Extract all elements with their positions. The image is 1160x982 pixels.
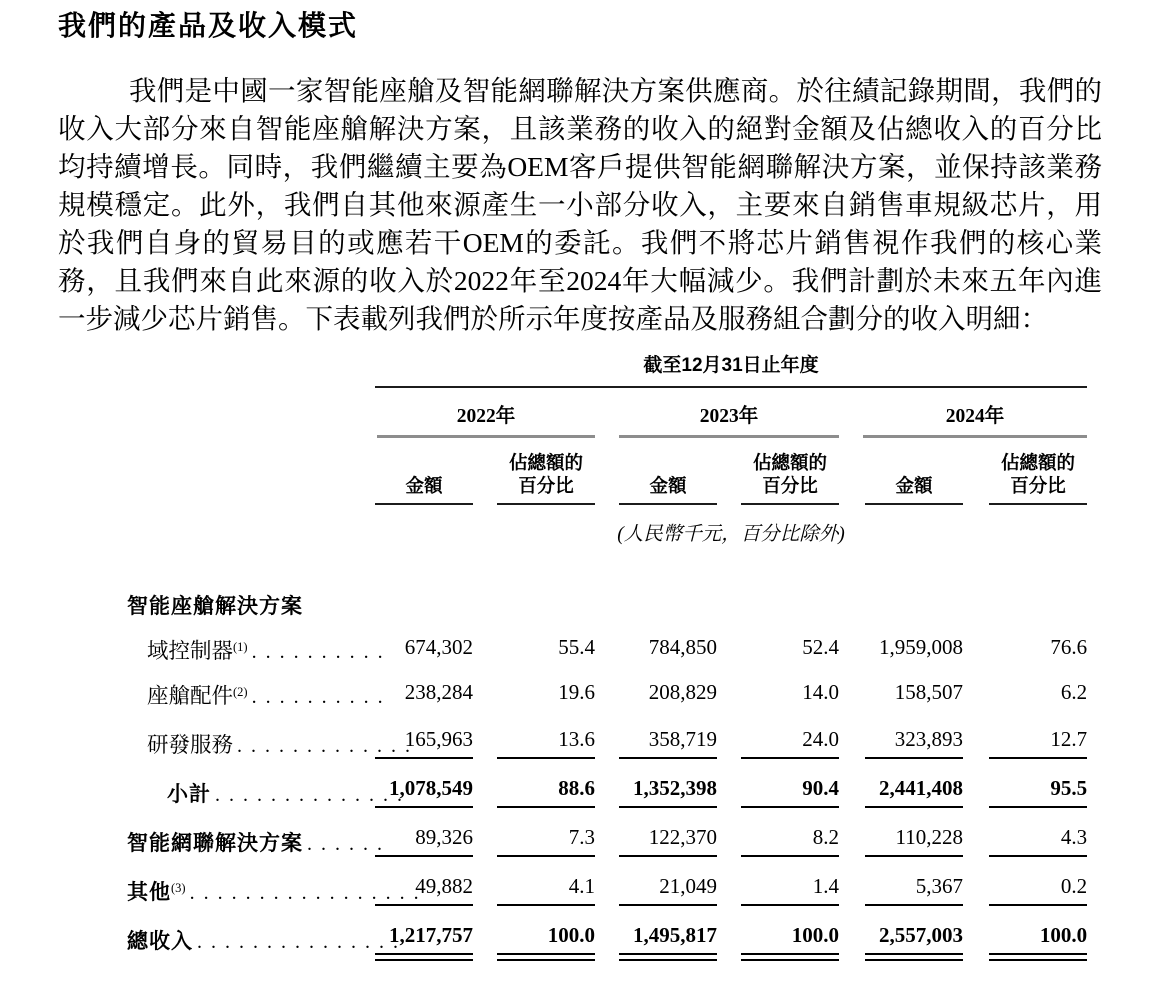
- cell-2024-amount: 1,959,008: [879, 635, 963, 659]
- row-label: 智能網聯解決方案 . . . . . .: [127, 832, 384, 855]
- cell-2023-pct: 1.4: [717, 857, 839, 906]
- cell-2023-pct: 52.4: [802, 635, 839, 659]
- cell-2024-amount: 158,507: [894, 680, 963, 704]
- row-domain-controllers: [127, 620, 1087, 665]
- row-others: [127, 857, 1087, 906]
- pct-header-2022: 佔總額的 百分比: [473, 438, 595, 505]
- row-label: 研發服務 . . . . . . . . . . . . .: [147, 733, 413, 757]
- cell-2023-amount: 358,719: [595, 710, 717, 759]
- footnote-ref: (2): [233, 685, 248, 699]
- cell-2024-amount: 2,441,408: [839, 759, 963, 808]
- page-title: 我們的產品及收入模式: [58, 10, 359, 41]
- year-header-2022: 2022年: [375, 388, 595, 438]
- row-smart-cockpit-solutions: [127, 546, 1087, 620]
- row-label: 座艙配件$^{(2)}$ . . . . . . . . . .: [147, 684, 385, 708]
- cell-2022-amount: 238,284: [404, 680, 473, 704]
- amount-header-2023: 金額: [595, 438, 717, 505]
- cell-2023-pct: 8.2: [717, 808, 839, 857]
- cell-2022-amount: 1,078,549: [375, 759, 473, 808]
- column-header-row: [127, 438, 1087, 505]
- cell-2024-pct: 12.7: [963, 710, 1087, 759]
- pct-header-2023: 佔總額的 百分比: [717, 438, 839, 505]
- cell-2023-pct: 100.0: [717, 906, 839, 955]
- cell-2024-pct: 95.5: [963, 759, 1087, 808]
- cell-2022-amount: 1,217,757: [375, 906, 473, 955]
- cell-2023-pct: 14.0: [802, 680, 839, 704]
- cell-2023-amount: 1,352,398: [595, 759, 717, 808]
- row-rd-services: [127, 710, 1087, 759]
- cell-2023-pct: 90.4: [717, 759, 839, 808]
- row-label: 智能座艙解決方案: [127, 595, 303, 618]
- leader-dots: . . . . . . . . . . . . . . . . .: [189, 882, 421, 904]
- cell-2022-amount: 165,963: [375, 710, 473, 759]
- leader-dots: . . . . . . . . . .: [251, 641, 385, 663]
- cell-2022-pct: 55.4: [558, 635, 595, 659]
- amount-header-2024: 金額: [839, 438, 963, 505]
- cell-2024-pct: 4.3: [963, 808, 1087, 857]
- cell-2023-amount: 784,850: [648, 635, 717, 659]
- cell-2024-amount: 5,367: [839, 857, 963, 906]
- cell-2024-amount: 110,228: [839, 808, 963, 857]
- cell-2024-pct: 76.6: [1050, 635, 1088, 659]
- leader-dots: . . . . . . . . . . . . . . .: [197, 931, 400, 953]
- leader-dots: . . . . . .: [307, 833, 384, 855]
- year-header-row: [127, 388, 1087, 438]
- year-header-2023: 2023年: [595, 388, 839, 438]
- cell-2023-amount: 1,495,817: [595, 906, 717, 955]
- year-header-2024: 2024年: [839, 388, 1087, 438]
- amount-header-2022: 金額: [375, 438, 473, 505]
- intro-paragraph: 我們是中國一家智能座艙及智能網聯解決方案供應商。於往績記錄期間，我們的收入大部分來自智能座艙解決方案，且該業務的收入的絕對金額及佔總收入的百分比均持續增長。同時，我們繼續主要為OEM客戶提供智能網聯解決方案，並保持該業務規模穩定。此外，我們自其他來源產生一小部分收入，主要來自銷售車規級芯片，用於我們自身的貿易目的或應若干OEM的委託。我們不將芯片銷售視作我們的核心業務，且我們來自此來源的收入於2022年至2024年大幅減少。我們計劃於未來五年內進一步減少芯片銷售。下表載列我們於所示年度按產品及服務組合劃分的收入明細：: [58, 75, 1102, 334]
- row-total-revenue: [127, 906, 1087, 955]
- unit-note: (人民幣千元，百分比除外): [617, 524, 845, 545]
- cell-2024-pct: 6.2: [1060, 680, 1088, 704]
- cell-2022-pct: 4.1: [473, 857, 595, 906]
- row-label: 小計 . . . . . . . . . . . . . .: [167, 783, 404, 806]
- cell-2022-pct: 88.6: [473, 759, 595, 808]
- cell-2022-amount: 49,882: [375, 857, 473, 906]
- cell-2023-pct: 24.0: [717, 710, 839, 759]
- leader-dots: . . . . . . . . . . . . .: [237, 735, 413, 757]
- cell-2023-amount: 21,049: [595, 857, 717, 906]
- row-label: 其他$^{(3)}$ . . . . . . . . . . . . . . . . .: [127, 881, 421, 904]
- cell-2024-pct: 100.0: [963, 906, 1087, 955]
- row-label: 總收入 . . . . . . . . . . . . . . .: [127, 930, 400, 953]
- cell-2024-pct: 0.2: [963, 857, 1087, 906]
- unit-note-row: [127, 505, 1087, 546]
- period-header-row: [127, 350, 1087, 388]
- cell-2022-amount: 674,302: [404, 635, 473, 659]
- cell-2022-pct: 100.0: [473, 906, 595, 955]
- period-header: 截至12月31日止年度: [375, 350, 1087, 388]
- cell-2022-pct: 13.6: [473, 710, 595, 759]
- revenue-breakdown-table: [127, 350, 1087, 955]
- row-smart-connectivity-solutions: [127, 808, 1087, 857]
- leader-dots: . . . . . . . . . . . . . .: [215, 784, 404, 806]
- cell-2022-amount: 89,326: [375, 808, 473, 857]
- row-label: 域控制器$^{(1)}$ . . . . . . . . . .: [147, 639, 385, 663]
- cell-2024-amount: 2,557,003: [839, 906, 963, 955]
- row-cockpit-accessories: [127, 665, 1087, 710]
- leader-dots: . . . . . . . . . .: [251, 686, 385, 708]
- cell-2023-amount: 122,370: [595, 808, 717, 857]
- pct-header-2024: 佔總額的 百分比: [963, 438, 1087, 505]
- cell-2022-pct: 7.3: [473, 808, 595, 857]
- row-subtotal: [127, 759, 1087, 808]
- footnote-ref: (3): [171, 881, 186, 895]
- cell-2023-amount: 208,829: [648, 680, 717, 704]
- footnote-ref: (1): [233, 640, 248, 654]
- cell-2024-amount: 323,893: [839, 710, 963, 759]
- period-header-cell: [375, 350, 1087, 388]
- cell-2022-pct: 19.6: [558, 680, 595, 704]
